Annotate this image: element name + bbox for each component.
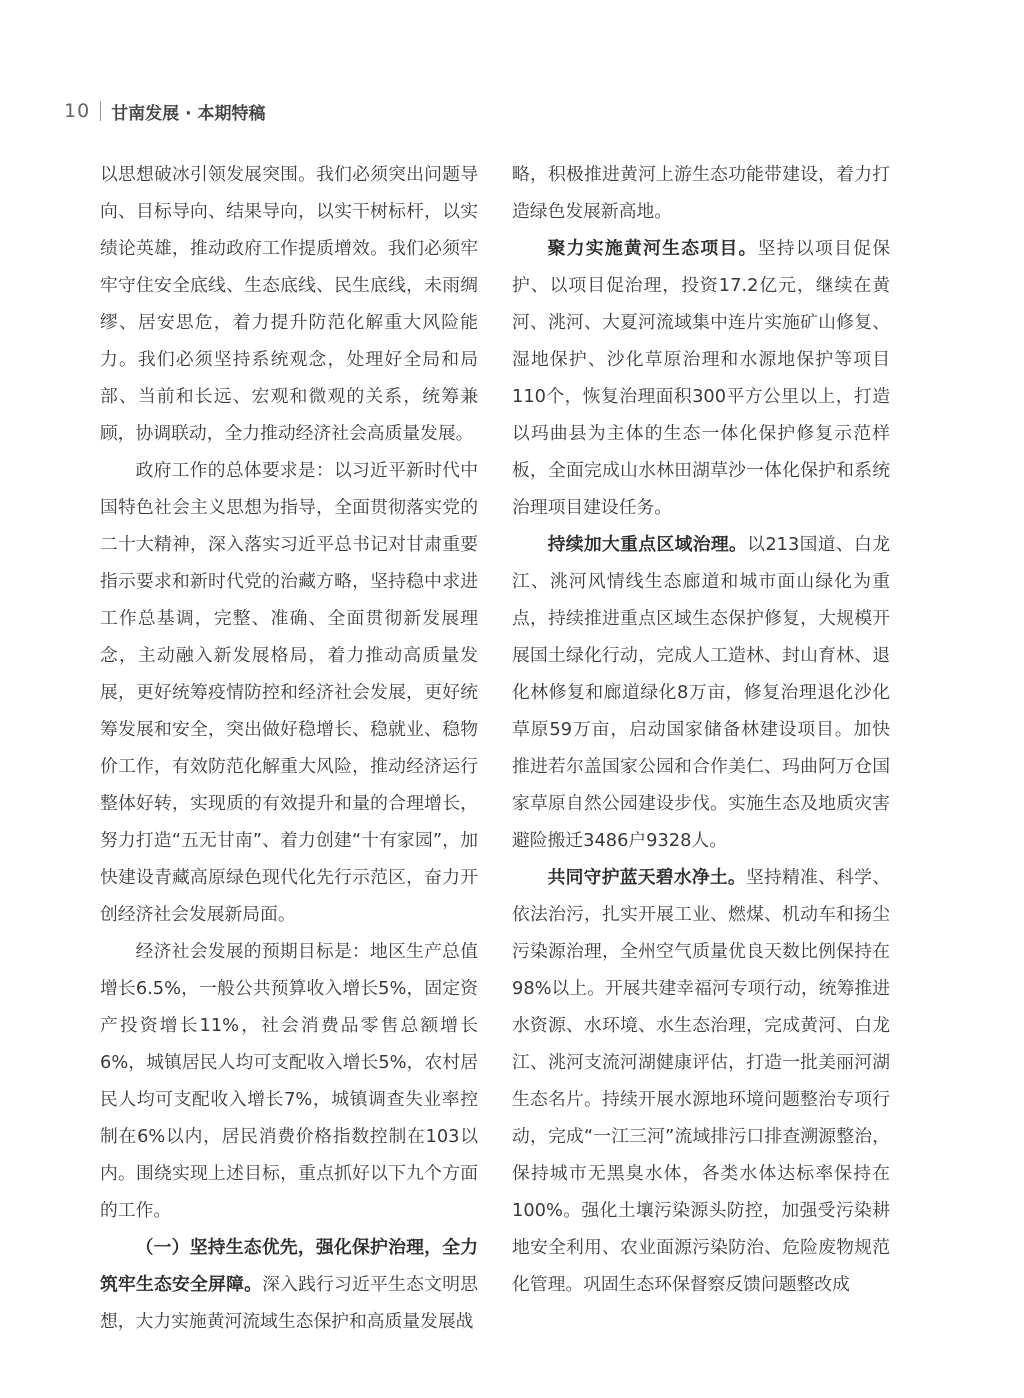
left-column <box>100 156 478 1340</box>
paragraph: 政府工作的总体要求是：以习近平新时代中国特色社会主义思想为指导，全面贯彻落实党的二十大精神，深入落实习近平总书记对甘肃重要指示要求和新时代党的治藏方略，坚持稳中求进工作总基调，完整、准确、全面贯彻新发展理念，主动融入新发展格局，着力推动高质量发展，更好统筹疫情防控和经济社会发展，更好统筹发展和安全，突出做好稳增长、稳就业、稳物价工作，有效防范化解重大风险，推动经济运行整体好转，实现质的有效提升和量的合理增长，努力打造“五无甘南”、着力创建“十有家园”，加快建设青藏高原绿色现代化先行示范区，奋力开创经济社会发展新局面。 <box>100 460 478 925</box>
section-title: 甘南发展 · 本期特稿 <box>111 103 266 124</box>
page-number: 10 <box>64 100 91 122</box>
paragraph <box>100 1229 478 1340</box>
page-header <box>64 98 265 124</box>
paragraph <box>512 859 890 1303</box>
paragraph: 经济社会发展的预期目标是：地区生产总值增长6.5%，一般公共预算收入增长5%，固定资产投资增长11%，社会消费品零售总额增长6%，城镇居民人均可支配收入增长5%，农村居民人均可支配收入增长7%，城镇调查失业率控制在6%以内，居民消费价格指数控制在103以内。围绕实现上述目标，重点抓好以下九个方面的工作。 <box>100 941 478 1221</box>
paragraph-heading: 共同守护蓝天碧水净土。 <box>547 867 746 888</box>
paragraph: 以思想破冰引领发展突围。我们必须突出问题导向、目标导向、结果导向，以实干树标杆，以实绩论英雄，推动政府工作提质增效。我们必须牢牢守住安全底线、生态底线、民生底线，未雨绸缪、居安思危，着力提升防范化解重大风险能力。我们必须坚持系统观念，处理好全局和局部、当前和长远、宏观和微观的关系，统筹兼顾，协调联动，全力推动经济社会高质量发展。 <box>100 164 478 444</box>
paragraph-text: 坚持精准、科学、依法治污，扎实开展工业、燃煤、机动车和扬尘污染源治理，全州空气质量优良天数比例保持在98%以上。开展共建幸福河专项行动，统筹推进水资源、水环境、水生态治理，完成黄河、白龙江、洮河支流河湖健康评估，打造一批美丽河湖生态名片。持续开展水源地环境问题整治专项行动，完成“一江三河”流域排污口排查溯源整治，保持城市无黑臭水体，各类水体达标率保持在100%。强化土壤污染源头防控，加强受污染耕地安全利用、农业面源污染防治、危险废物规范化管理。巩固生态环保督察反馈问题整改成 <box>512 867 890 1295</box>
section-heading: （一）坚持生态优先，强化保护治理，全力筑牢生态安全屏障。 <box>100 1237 478 1295</box>
paragraph <box>512 526 890 859</box>
paragraph-text: 坚持以项目促保护、以项目促治理，投资17.2亿元，继续在黄河、洮河、大夏河流域集中连片实施矿山修复、湿地保护、沙化草原治理和水源地保护等项目110个，恢复治理面积300平方公里以上，打造以玛曲县为主体的生态一体化保护修复示范样板，全面完成山水林田湖草沙一体化保护和系统治理项目建设任务。 <box>512 238 890 518</box>
right-column <box>512 156 890 1303</box>
paragraph-text: 深入践行习近平生态文明思想，大力实施黄河流域生态保护和高质量发展战 <box>100 1274 478 1332</box>
header-divider <box>100 101 101 121</box>
paragraph-heading: 持续加大重点区域治理。 <box>547 534 748 555</box>
paragraph-text: 以213国道、白龙江、洮河风情线生态廊道和城市面山绿化为重点，持续推进重点区域生态保护修复，大规模开展国土绿化行动，完成人工造林、封山育林、退化林修复和廊道绿化8万亩，修复治理退化沙化草原59万亩，启动国家储备林建设项目。加快推进若尔盖国家公园和合作美仁、玛曲阿万仓国家草原自然公园建设步伐。实施生态及地质灾害避险搬迁3486户9328人。 <box>512 534 890 851</box>
paragraph-heading: 聚力实施黄河生态项目。 <box>547 238 758 259</box>
paragraph <box>512 230 890 526</box>
paragraph: 略，积极推进黄河上游生态功能带建设，着力打造绿色发展新高地。 <box>512 164 890 222</box>
